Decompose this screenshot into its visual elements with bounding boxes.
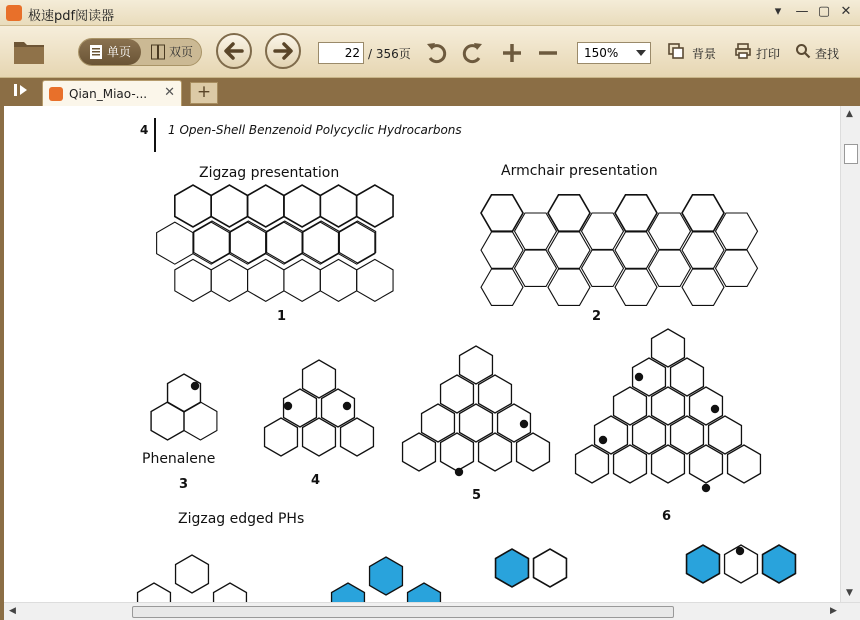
phenalene-label: Phenalene	[142, 451, 216, 467]
hexagon-ring	[357, 185, 393, 227]
single-page-label: 单页	[107, 45, 132, 59]
radical-dot	[635, 373, 643, 381]
double-page-icon	[151, 44, 165, 60]
hexagon-ring	[682, 269, 724, 305]
hexagon-ring	[332, 583, 365, 602]
hexagon-ring	[184, 402, 217, 440]
hexagon-ring	[157, 222, 193, 264]
scroll-up-icon[interactable]: ▲	[846, 109, 853, 119]
hexagon-ring	[515, 250, 557, 286]
hexagon-ring	[652, 387, 685, 425]
hexagon-ring	[176, 555, 209, 593]
hexagon-ring	[211, 259, 247, 301]
horizontal-scrollbar[interactable]	[4, 602, 860, 620]
menu-dropdown-button[interactable]: ▾	[774, 4, 782, 19]
printer-icon[interactable]	[734, 42, 752, 60]
hexagon-ring	[284, 259, 320, 301]
hexagon-ring	[614, 445, 647, 483]
double-page-button[interactable]	[141, 39, 201, 65]
sidebar-toggle-button[interactable]	[6, 82, 36, 104]
hexagon-ring	[763, 545, 796, 583]
horizontal-scroll-thumb[interactable]	[132, 606, 674, 618]
new-tab-button[interactable]: +	[190, 82, 218, 104]
app-logo-icon	[6, 5, 22, 21]
hexagon-ring	[517, 433, 550, 471]
hexagon-ring	[481, 195, 523, 231]
compound-number: 3	[179, 477, 189, 492]
hexagon-ring	[151, 402, 184, 440]
minimize-button[interactable]: —	[795, 4, 809, 19]
total-pages: / 356页	[368, 47, 411, 61]
hexagon-ring	[460, 346, 493, 384]
scroll-right-icon[interactable]: ▶	[830, 606, 837, 616]
sidebar-toggle-icon	[13, 83, 29, 97]
hexagon-ring	[441, 375, 474, 413]
search-icon[interactable]	[795, 43, 811, 59]
pdf-page	[4, 106, 840, 602]
tab-label: Qian_Miao-...	[69, 87, 148, 101]
hexagon-ring	[320, 259, 356, 301]
print-button[interactable]: 打印	[756, 47, 781, 61]
radical-dot	[455, 468, 463, 476]
hexagon-ring	[534, 549, 567, 587]
zoom-value: 150%	[584, 46, 619, 60]
radical-dot	[520, 420, 528, 428]
hexagon-ring	[548, 232, 590, 268]
hexagon-ring	[649, 213, 691, 249]
hexagon-ring	[690, 445, 723, 483]
hexagon-ring	[357, 259, 393, 301]
hexagon-ring	[615, 232, 657, 268]
hexagon-ring	[481, 232, 523, 268]
hexagon-ring	[716, 213, 758, 249]
tab-bar	[0, 78, 860, 106]
scroll-left-icon[interactable]: ◀	[9, 606, 16, 616]
hexagon-ring	[687, 545, 720, 583]
chevron-down-icon	[636, 50, 646, 56]
page-number-input[interactable]: 22	[318, 42, 364, 64]
vertical-scrollbar[interactable]	[840, 106, 860, 602]
compound-number: 4	[311, 473, 321, 488]
hexagon-ring	[441, 433, 474, 471]
hexagon-ring	[211, 185, 247, 227]
next-page-button[interactable]	[265, 33, 301, 69]
hexagon-ring	[408, 583, 441, 602]
radical-dot	[702, 484, 710, 492]
hexagon-ring	[582, 250, 624, 286]
compound-number: 2	[592, 309, 602, 324]
background-button[interactable]: 背景	[692, 47, 717, 61]
header-rule	[154, 118, 156, 152]
hexagon-ring	[633, 416, 666, 454]
zigzag-label: Zigzag presentation	[199, 165, 340, 181]
zoom-select[interactable]	[577, 42, 651, 64]
hexagon-ring	[671, 416, 704, 454]
close-button[interactable]: ✕	[840, 4, 852, 19]
tab-close-icon[interactable]: ✕	[164, 85, 175, 100]
hexagon-ring	[496, 549, 529, 587]
hexagon-ring	[481, 269, 523, 305]
hexagon-ring	[652, 329, 685, 367]
hexagon-ring	[303, 360, 336, 398]
single-page-button[interactable]	[79, 39, 141, 65]
hexagon-ring	[582, 213, 624, 249]
single-page-icon	[89, 44, 103, 60]
rotate-right-icon[interactable]	[459, 40, 485, 66]
open-folder-icon[interactable]	[12, 36, 46, 66]
arrow-right-icon	[267, 35, 299, 67]
hexagon-ring	[460, 404, 493, 442]
radical-dot	[191, 382, 199, 390]
document-tab[interactable]	[42, 80, 182, 106]
hexagon-ring	[548, 195, 590, 231]
radical-dot	[599, 436, 607, 444]
zoom-in-icon[interactable]	[499, 40, 525, 66]
hexagon-ring	[479, 375, 512, 413]
maximize-button[interactable]: ▢	[817, 4, 831, 19]
app-title: 极速pdf阅读器	[28, 9, 115, 24]
page-number: 4	[140, 123, 149, 137]
armchair-label: Armchair presentation	[501, 163, 658, 179]
radical-dot	[284, 402, 292, 410]
hexagon-ring	[248, 185, 284, 227]
hexagon-ring	[614, 387, 647, 425]
hexagon-ring	[214, 583, 247, 602]
radical-dot	[343, 402, 351, 410]
arrow-left-icon	[218, 35, 250, 67]
hexagon-ring	[515, 213, 557, 249]
hexagon-ring	[303, 418, 336, 456]
compound-number: 1	[277, 309, 287, 324]
hexagon-ring	[728, 445, 761, 483]
hexagon-ring	[403, 433, 436, 471]
running-head: 1 Open-Shell Benzenoid Polycyclic Hydrocarbons	[168, 123, 462, 137]
hexagon-ring	[716, 250, 758, 286]
compound-number: 5	[472, 488, 482, 503]
compound-number: 6	[662, 509, 672, 524]
view-mode-group	[78, 38, 202, 66]
hexagon-ring	[168, 374, 201, 412]
hexagon-ring	[265, 418, 298, 456]
hexagon-ring	[175, 185, 211, 227]
hexagon-ring	[422, 404, 455, 442]
hexagon-ring	[682, 195, 724, 231]
radical-dot	[736, 547, 744, 555]
hexagon-ring	[595, 416, 628, 454]
radical-dot	[711, 405, 719, 413]
chemical-structures-figure	[4, 106, 840, 602]
hexagon-ring	[652, 445, 685, 483]
document-viewport[interactable]	[0, 106, 860, 620]
hexagon-ring	[615, 269, 657, 305]
toolbar	[0, 26, 860, 78]
hexagon-ring	[548, 269, 590, 305]
previous-page-button[interactable]	[216, 33, 252, 69]
hexagon-ring	[320, 185, 356, 227]
hexagon-ring	[248, 259, 284, 301]
hexagon-ring	[709, 416, 742, 454]
pdf-file-icon	[49, 87, 63, 101]
background-icon[interactable]	[667, 42, 685, 60]
hexagon-ring	[682, 232, 724, 268]
vertical-scroll-thumb[interactable]	[844, 144, 858, 164]
scroll-down-icon[interactable]: ▼	[846, 588, 853, 598]
hexagon-ring	[175, 259, 211, 301]
hexagon-ring	[671, 358, 704, 396]
hexagon-ring	[576, 445, 609, 483]
hexagon-ring	[138, 583, 171, 602]
double-page-label: 双页	[169, 45, 194, 59]
title-bar	[0, 0, 860, 26]
hexagon-ring	[341, 418, 374, 456]
hexagon-ring	[615, 195, 657, 231]
hexagon-ring	[284, 185, 320, 227]
hexagon-ring	[370, 557, 403, 595]
hexagon-ring	[479, 433, 512, 471]
hexagon-ring	[649, 250, 691, 286]
rotate-left-icon[interactable]	[424, 40, 450, 66]
zoom-out-icon[interactable]	[535, 40, 561, 66]
search-button[interactable]: 查找	[815, 47, 840, 61]
zigzag-edged-label: Zigzag edged PHs	[178, 511, 305, 527]
